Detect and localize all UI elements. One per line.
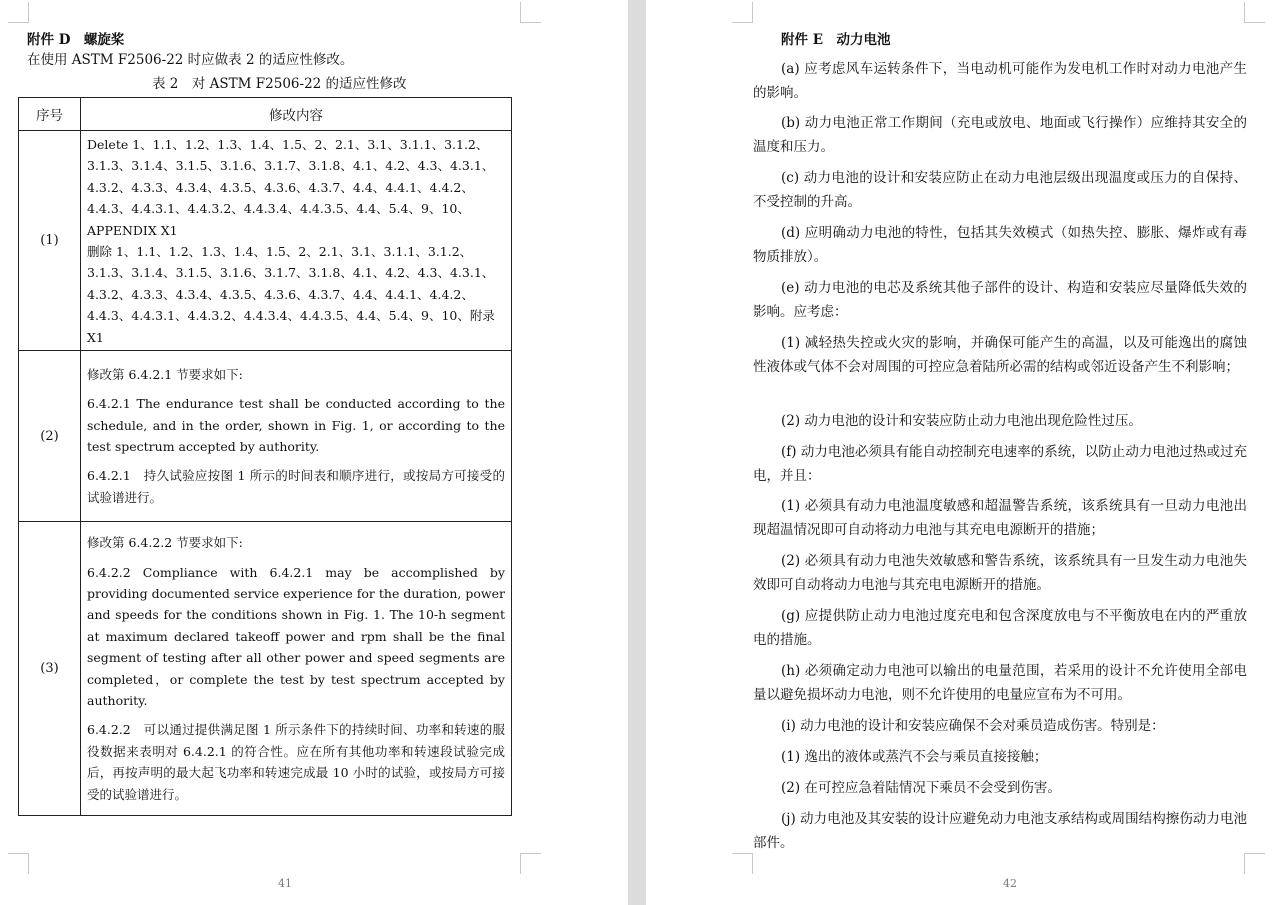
- row-line: 4.3.2、4.3.3、4.3.4、4.3.5、4.3.6、4.3.7、4.4、4.4.1、4.4.2、: [87, 286, 474, 302]
- annex-d-intro: 在使用 ASTM F2506-22 时应做表 2 的适应性修改。: [27, 52, 354, 68]
- paragraph-f: (f) 动力电池必须具有能自动控制充电速率的系统，以防止动力电池过热或过充电，并且：: [753, 444, 1247, 484]
- row-chinese-text: 6.4.2.1 持久试验应按图 1 所示的时间表和顺序进行，或按局方可接受的试验谱进行。: [87, 468, 505, 505]
- row-number: (2): [19, 351, 81, 522]
- paragraph-h: (h) 必须确定动力电池可以输出的电量范围，若采用的设计不允许使用全部电量以避免损坏动力电池，则不允许使用的电量应宣布为不可用。: [753, 663, 1247, 703]
- page-number: 42: [1003, 877, 1017, 890]
- row-number: (1): [19, 131, 81, 351]
- col-header-no: 序号: [19, 98, 81, 131]
- paragraph-c: (c) 动力电池的设计和安装应防止在动力电池层级出现温度或压力的自保持、不受控制的升高。: [753, 170, 1247, 210]
- crop-mark: [1244, 853, 1265, 874]
- table-row: [19, 351, 512, 522]
- row-line: 4.4.3、4.4.3.1、4.4.3.2、4.4.3.4、4.4.3.5、4.4、5.4、9、10、附录: [87, 308, 495, 324]
- table-row: [19, 131, 512, 351]
- paragraph-j: (j) 动力电池及其安装的设计应避免动力电池支承结构或周围结构擦伤动力电池部件。: [753, 811, 1247, 851]
- page-number: 41: [278, 877, 292, 890]
- row-line: Delete 1、1.1、1.2、1.3、1.4、1.5、2、2.1、3.1、3.1.1、3.1.2、: [87, 137, 489, 152]
- annex-d-heading: 附件 D 螺旋桨: [27, 32, 125, 48]
- crop-mark: [1244, 2, 1265, 23]
- table-header-row: [19, 98, 512, 131]
- paragraph-f-2: (2) 必须具有动力电池失效敏感和警告系统，该系统具有一旦发生动力电池失效即可自动将动力电池与其充电电源断开的措施。: [753, 553, 1247, 593]
- paragraph-i-1: (1) 逸出的液体或蒸汽不会与乘员直接接触；: [781, 749, 1048, 765]
- row-chinese-text: 6.4.2.2 可以通过提供满足图 1 所示条件下的持续时间、功率和转速的服役数据来表明对 6.4.2.1 的符合性。应在所有其他功率和转速段试验完成后，再按声明的最大起飞功率和转速完成最 10 小时的试验，或按局方可接受的试验谱进行。: [87, 722, 505, 802]
- row-english-text: 6.4.2.1 The endurance test shall be conducted according to the schedule, and in the order, shown in Fig. 1, or according to the test spectrum accepted by authority.: [87, 396, 505, 455]
- crop-mark: [8, 2, 29, 23]
- paragraph-d: (d) 应明确动力电池的特性，包括其失效模式（如热失控、膨胀、爆炸或有毒物质排放）。: [753, 225, 1247, 265]
- adaptation-table: [18, 97, 512, 816]
- paragraph-e-2: (2) 动力电池的设计和安装应防止动力电池出现危险性过压。: [781, 413, 1142, 429]
- row-line: X1: [87, 329, 104, 345]
- paragraph-g: (g) 应提供防止动力电池过度充电和包含深度放电与不平衡放电在内的严重放电的措施。: [753, 608, 1247, 648]
- paragraph-f-1: (1) 必须具有动力电池温度敏感和超温警告系统，该系统具有一旦动力电池出现超温情况即可自动将动力电池与其充电电源断开的措施；: [753, 498, 1247, 538]
- paragraph-e-1: (1) 减轻热失控或火灾的影响，并确保可能产生的高温，以及可能逸出的腐蚀性液体或气体不会对周围的可控应急着陆所必需的结构或邻近设备产生不利影响；: [753, 335, 1247, 375]
- row-intro: 修改第 6.4.2.2 节要求如下:: [87, 535, 243, 551]
- paragraph-i-2: (2) 在可控应急着陆情况下乘员不会受到伤害。: [781, 780, 1061, 796]
- row-line: 4.4.3、4.4.3.1、4.4.3.2、4.4.3.4、4.4.3.5、4.4、5.4、9、10、: [87, 201, 470, 217]
- table-caption: 表 2 对 ASTM F2506-22 的适应性修改: [152, 76, 407, 92]
- crop-mark: [732, 853, 753, 874]
- paragraph-i: (i) 动力电池的设计和安装应确保不会对乘员造成伤害。特别是：: [781, 718, 1165, 734]
- row-content: [81, 131, 512, 351]
- table-row: [19, 522, 512, 816]
- row-line: 删除 1、1.1、1.2、1.3、1.4、1.5、2、2.1、3.1、3.1.1、3.1.2、: [87, 244, 473, 260]
- row-line: 4.3.2、4.3.3、4.3.4、4.3.5、4.3.6、4.3.7、4.4、4.4.1、4.4.2、: [87, 179, 474, 195]
- annex-e-heading: 附件 E 动力电池: [781, 32, 891, 48]
- row-number: (3): [19, 522, 81, 816]
- crop-mark: [8, 853, 29, 874]
- row-english-text: 6.4.2.2 Compliance with 6.4.2.1 may be accomplished by providing documented service experience for the duration, power and speeds for the conditions shown in Fig. 1. The 10-h segment at maximum declared takeoff power and rpm shall be the final segment of testing after all other power and speed segments are completed，or complete the test by test spectrum accepted by authority.: [87, 564, 505, 708]
- row-intro: 修改第 6.4.2.1 节要求如下:: [87, 366, 243, 382]
- col-header-content: 修改内容: [81, 98, 512, 131]
- crop-mark: [520, 853, 541, 874]
- row-line: APPENDIX X1: [87, 222, 178, 238]
- row-content: [81, 522, 512, 816]
- row-line: 3.1.3、3.1.4、3.1.5、3.1.6、3.1.7、3.1.8、4.1、4.2、4.3、4.3.1、: [87, 158, 495, 174]
- paragraph-b: (b) 动力电池正常工作期间（充电或放电、地面或飞行操作）应维持其安全的温度和压力。: [753, 115, 1247, 155]
- page-41: [0, 0, 628, 905]
- row-line: 3.1.3、3.1.4、3.1.5、3.1.6、3.1.7、3.1.8、4.1、4.2、4.3、4.3.1、: [87, 265, 495, 281]
- crop-mark: [520, 2, 541, 23]
- crop-mark: [732, 2, 753, 23]
- paragraph-a: (a) 应考虑风车运转条件下，当电动机可能作为发电机工作时对动力电池产生的影响。: [753, 61, 1247, 101]
- paragraph-e: (e) 动力电池的电芯及系统其他子部件的设计、构造和安装应尽量降低失效的影响。应考虑：: [753, 280, 1247, 320]
- row-content: [81, 351, 512, 522]
- page-gutter: [628, 0, 646, 905]
